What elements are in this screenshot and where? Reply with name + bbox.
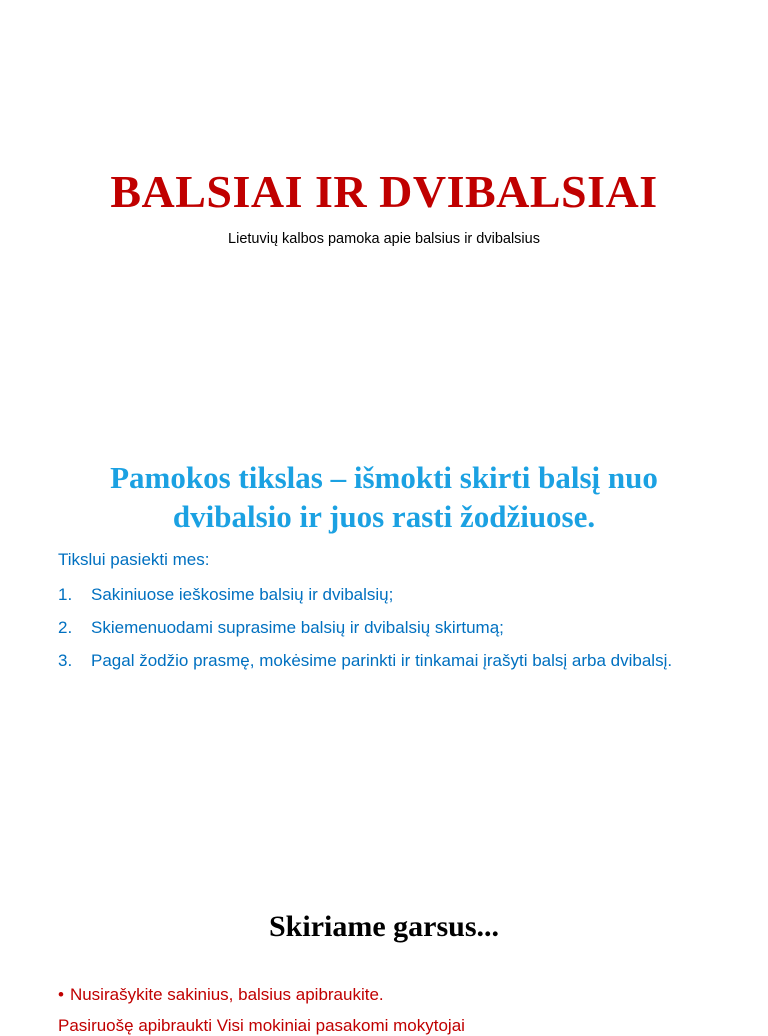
slide-sound-distinguishing bbox=[0, 850, 768, 1035]
list-item-text: Pagal žodžio prasmę, mokėsime parinkti ir tinkamai įrašyti balsį arba dvibalsį. bbox=[91, 651, 673, 670]
list-item-text: Skiemenuodami suprasime balsių ir dvibalsių skirtumą; bbox=[91, 618, 504, 637]
lesson-goal-heading-line1: Pamokos tikslas – išmokti skirti balsį nuo bbox=[110, 460, 658, 495]
lesson-goal-heading-line2: dvibalsio ir juos rasti žodžiuose. bbox=[172, 499, 596, 534]
cut-off-text-line: Pasiruošę apibraukti Visi mokiniai pasakomi mokytojai bbox=[58, 1016, 465, 1035]
list-item bbox=[58, 583, 718, 607]
bullet-icon: • bbox=[58, 985, 64, 1004]
list-item-number: 2. bbox=[58, 618, 73, 637]
list-item-text: Sakiniuose ieškosime balsių ir dvibalsių; bbox=[91, 585, 394, 604]
list-item bbox=[58, 649, 718, 673]
sound-section-heading: Skiriame garsus... bbox=[268, 910, 499, 943]
presentation-subtitle: Lietuvių kalbos pamoka apie balsius ir dvibalsius bbox=[228, 231, 540, 247]
slide-lesson-goal bbox=[0, 420, 768, 850]
slide-title bbox=[0, 0, 768, 420]
bullet-item bbox=[58, 985, 384, 1005]
presentation-title: BALSIAI IR DVIBALSIAI bbox=[110, 166, 658, 217]
lesson-goal-intro: Tikslui pasiekti mes: bbox=[58, 550, 210, 569]
lesson-goal-heading bbox=[40, 458, 728, 536]
list-item-number: 3. bbox=[58, 651, 73, 670]
bullet-text: Nusirašykite sakinius, balsius apibraukite. bbox=[69, 985, 384, 1004]
lesson-goal-list bbox=[58, 583, 718, 682]
list-item-number: 1. bbox=[58, 585, 73, 604]
list-item bbox=[58, 616, 718, 640]
